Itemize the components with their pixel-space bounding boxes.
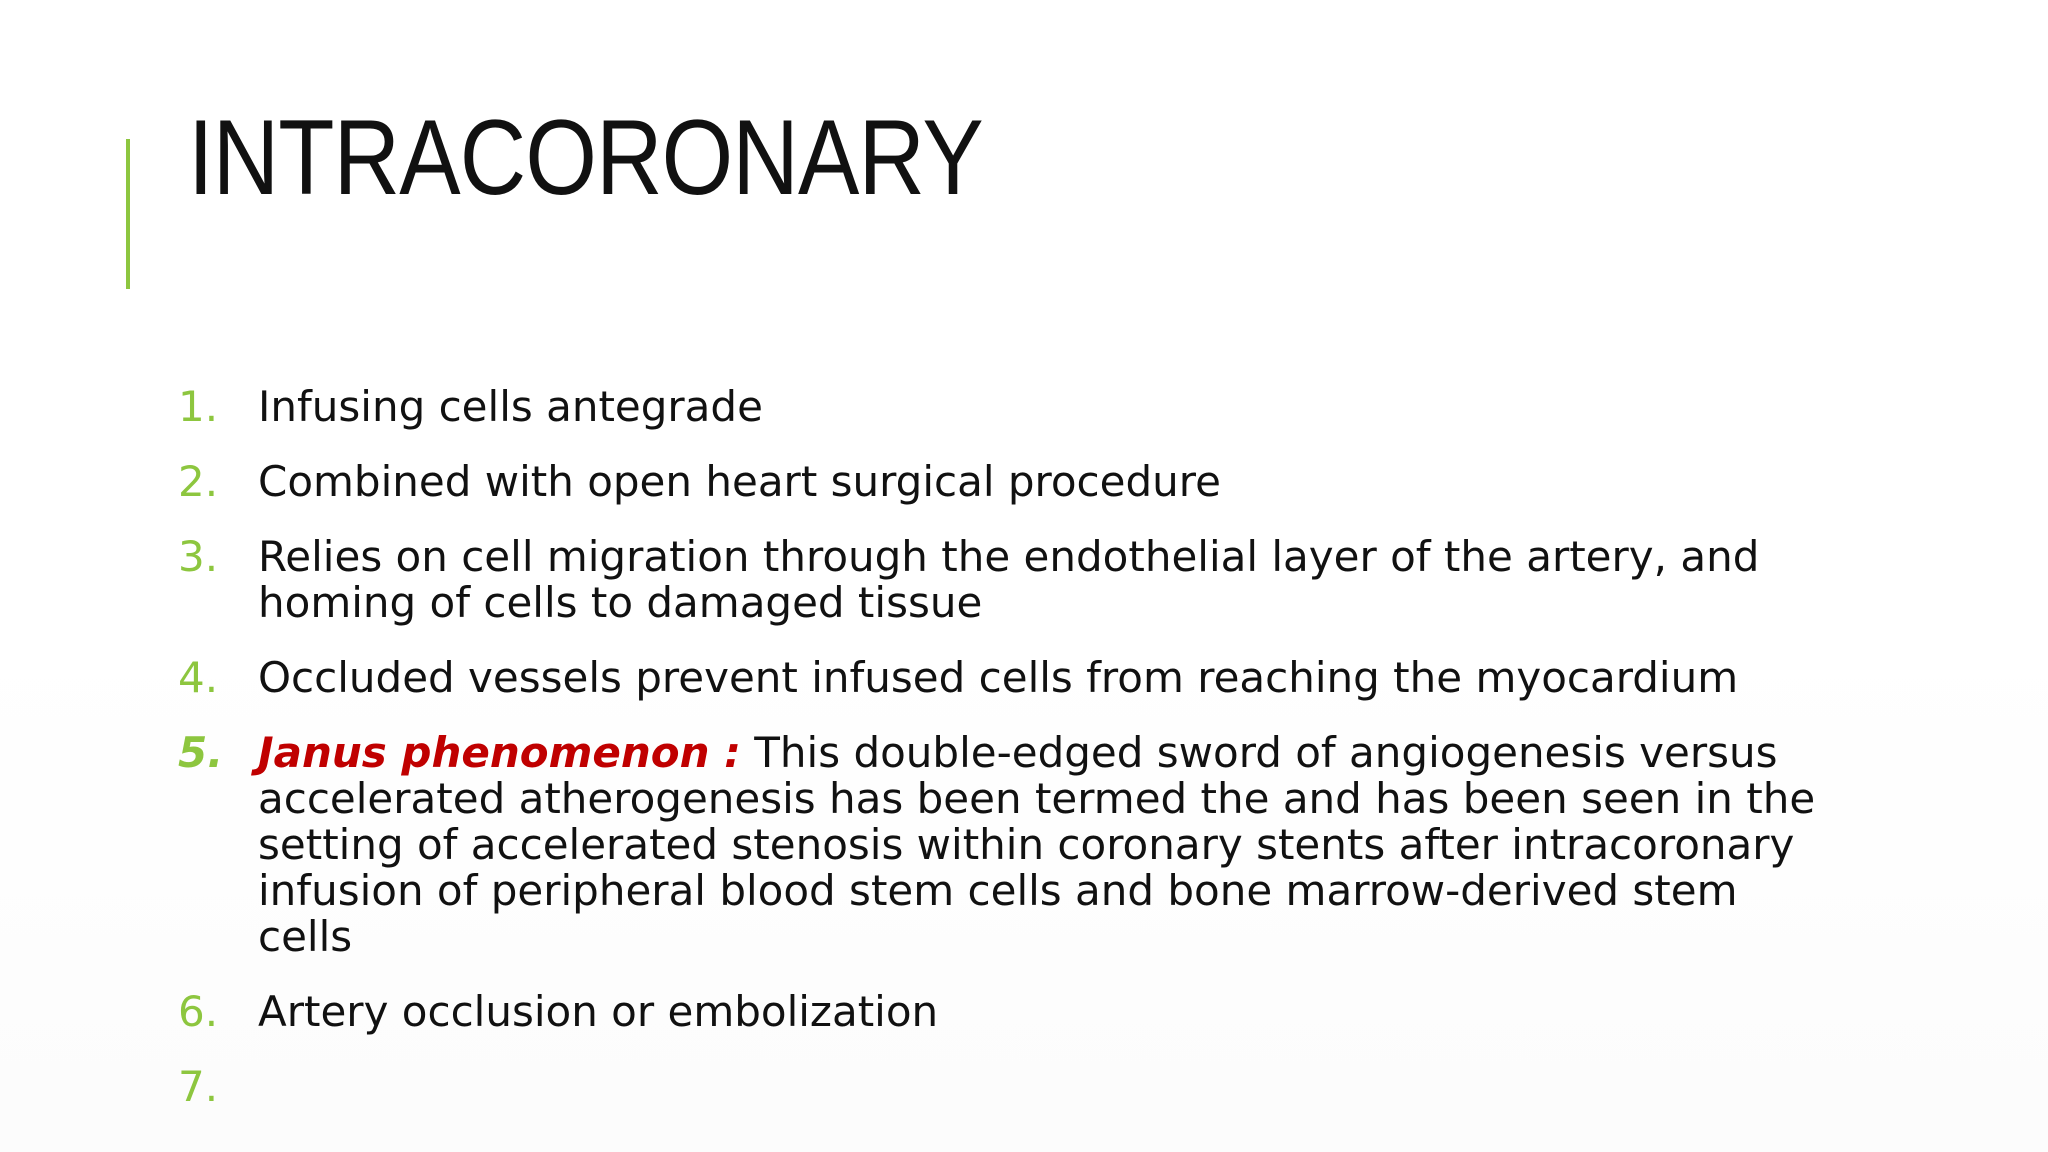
list-item-number: 3. (178, 532, 219, 581)
list-item-number: 7. (178, 1062, 219, 1111)
list-item-number: 4. (178, 653, 219, 702)
list-item-number: 1. (178, 382, 219, 431)
janus-phenomenon-term: Janus phenomenon : (258, 728, 741, 777)
list-item-text: Artery occlusion or embolization (258, 987, 939, 1036)
list-item-text: Relies on cell migration through the endothelial layer of the artery, and homing of cells to damaged tissue (258, 532, 1760, 627)
title-accent-bar (126, 139, 130, 289)
list-item-text: Infusing cells antegrade (258, 382, 763, 431)
list-item-text: This double-edged sword of angiogenesis versus accelerated atherogenesis has been termed the and has been seen in the setting of accelerated stenosis within coronary stents after intracoronary infusion of peripheral blood stem cells and bone marrow-derived stem cells (258, 728, 1816, 961)
list-item-janus (178, 730, 1838, 960)
numbered-list (178, 382, 1838, 1111)
list-item-number: 5. (178, 728, 224, 777)
list-item-text: Occluded vessels prevent infused cells from reaching the myocardium (258, 653, 1739, 702)
list-item-text: Combined with open heart surgical procedure (258, 457, 1221, 506)
list-item (178, 534, 1838, 626)
list-item (178, 459, 1838, 505)
slide-title: INTRACORONARY (188, 97, 983, 217)
list-item (178, 384, 1838, 430)
list-item (178, 989, 1838, 1035)
list-item-number: 6. (178, 987, 219, 1036)
list-item-number: 2. (178, 457, 219, 506)
list-item (178, 655, 1838, 701)
